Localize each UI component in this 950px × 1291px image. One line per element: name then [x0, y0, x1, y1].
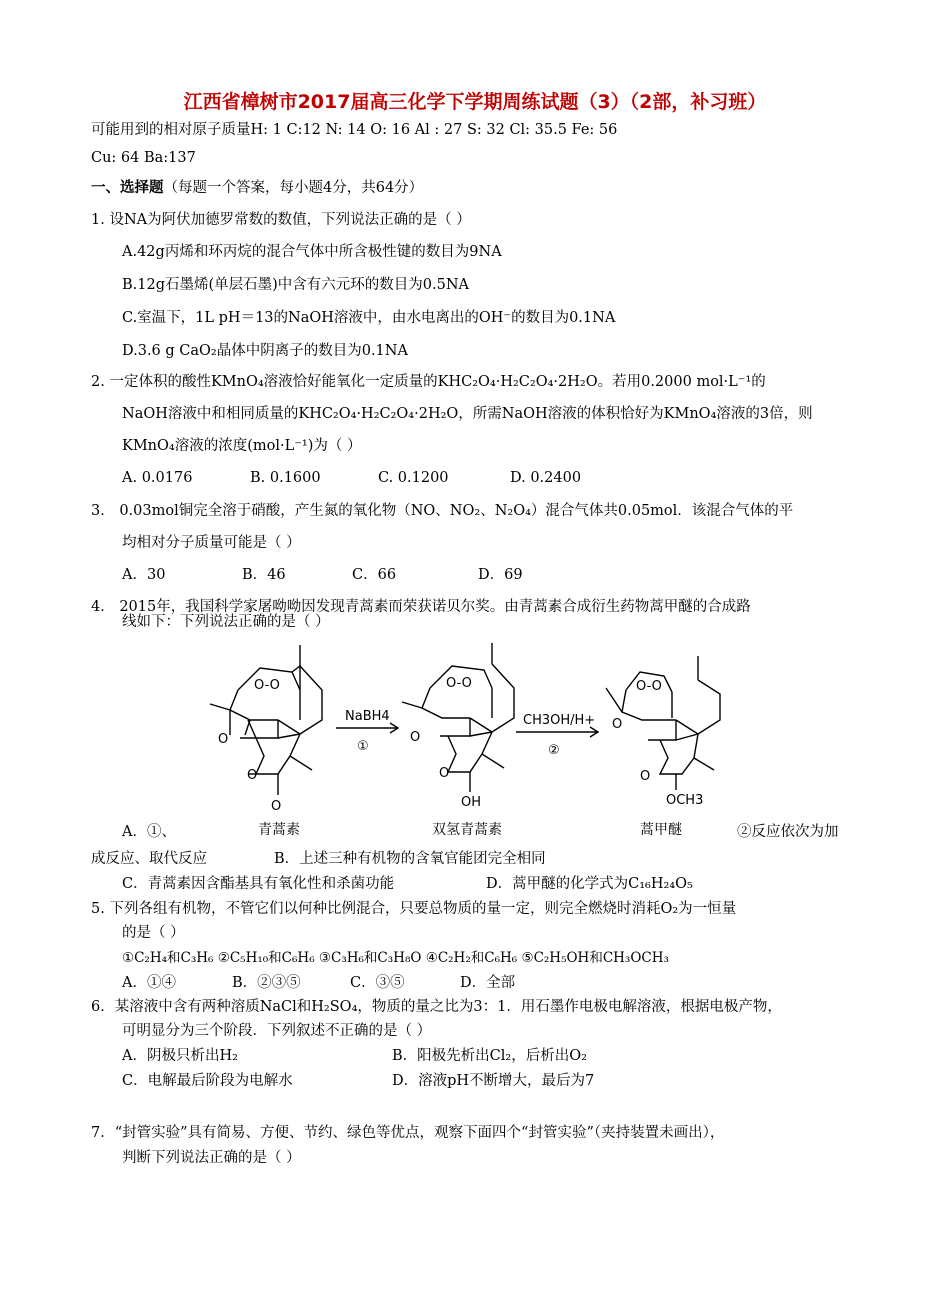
q1-option-a: A.42g丙烯和环丙烷的混合气体中所含极性键的数目为9NA	[122, 244, 502, 260]
q1-stem: 1. 设NA为阿伏加德罗常数的数值，下列说法正确的是（ ）	[91, 212, 471, 228]
mol1-carbonyl-o-label: O	[271, 799, 282, 814]
mol3-o-label-1: O	[612, 717, 623, 732]
q5-option-c: C．③⑤	[350, 975, 405, 991]
q4-option-c: C．青蒿素因含酯基具有氧化性和杀菌功能	[122, 876, 395, 892]
mol1-oo-label: O-O	[254, 678, 280, 693]
step-1-label: ①	[357, 739, 369, 754]
mol3-oo-label: O-O	[636, 679, 662, 694]
mol3-och3-label: OCH3	[666, 793, 704, 808]
q2-option-c: C. 0.1200	[378, 470, 449, 486]
q3-option-c: C．66	[352, 567, 397, 583]
q5-line-2: 的是（ ）	[122, 925, 185, 941]
q2-option-d: D. 0.2400	[510, 470, 582, 486]
q4-option-b: B．上述三种有机物的含氧官能团完全相同	[274, 851, 546, 867]
q4-option-a-start: A．①、	[122, 824, 176, 840]
q4-line-2: 线如下：下列说法正确的是（ ）	[122, 614, 330, 630]
step-2-label: ②	[548, 743, 560, 758]
q3-option-b: B．46	[242, 567, 286, 583]
q5-items: ①C₂H₄和C₃H₆ ②C₅H₁₀和C₆H₆ ③C₃H₆和C₃H₈O ④C₂H₂和C₆H₆ ⑤C₂H₅OH和CH₃OCH₃	[122, 950, 669, 966]
q2-line-2: NaOH溶液中和相同质量的KHC₂O₄·H₂C₂O₄·2H₂O，所需NaOH溶液的体积恰好为KMnO₄溶液的3倍，则	[122, 406, 813, 422]
mol2-name: 双氢青蒿素	[432, 822, 502, 838]
q5-line-1: 5. 下列各组有机物，不管它们以何种比例混合，只要总物质的量一定，则完全燃烧时消耗O₂为一恒量	[91, 901, 737, 917]
q4-option-a-end: ②反应依次为加	[737, 824, 839, 840]
q2-line-3: KMnO₄溶液的浓度(mol·L⁻¹)为（ ）	[122, 438, 362, 454]
q7-line-1: 7．“封管实验”具有简易、方便、节约、绿色等优点，观察下面四个“封管实验”（夹持装置未画出），	[91, 1125, 725, 1141]
mol1-o-label-1: O	[218, 732, 229, 747]
q6-line-1: 6．某溶液中含有两种溶质NaCl和H₂SO₄，物质的量之比为3：1．用石墨作电极电解溶液，根据电极产物，	[91, 999, 782, 1015]
q4-option-a-cont: 成反应、取代反应	[91, 851, 207, 867]
q2-option-a: A. 0.0176	[122, 470, 193, 486]
reagent-1-label: NaBH4	[345, 709, 390, 724]
q3-line-1: 3． 0.03mol铜完全溶于硝酸，产生氮的氧化物（NO、NO₂、N₂O₄）混合气体共0.05mol．该混合气体的平	[91, 503, 794, 519]
q1-option-c: C.室温下，1L pH＝13的NaOH溶液中，由水电离出的OH⁻的数目为0.1NA	[122, 310, 616, 326]
q3-option-a: A．30	[122, 567, 166, 583]
q4-line-1: 4． 2015年，我国科学家屠呦呦因发现青蒿素而荣获诺贝尔奖。由青蒿素合成衍生药物蒿甲醚的合成路	[91, 599, 751, 615]
atomic-mass-line-2: Cu: 64 Ba:137	[91, 150, 196, 166]
q5-option-d: D．全部	[460, 975, 516, 991]
q3-option-d: D．69	[478, 567, 523, 583]
q6-line-2: 可明显分为三个阶段．下列叙述不正确的是（ ）	[122, 1023, 432, 1039]
mol1-name: 青蒿素	[258, 822, 300, 838]
atomic-mass-line-1: 可能用到的相对原子质量H: 1 C:12 N: 14 O: 16 Al : 27 S: 32 Cl: 35.5 Fe: 56	[91, 122, 618, 138]
mol2-oo-label: O-O	[446, 676, 472, 691]
mol2-o-label-2: O	[439, 766, 450, 781]
q2-line-1: 2. 一定体积的酸性KMnO₄溶液恰好能氧化一定质量的KHC₂O₄·H₂C₂O₄·2H₂O。若用0.2000 mol·L⁻¹的	[91, 374, 766, 390]
mol2-o-label-1: O	[410, 730, 421, 745]
q3-line-2: 均相对分子质量可能是（ ）	[122, 535, 301, 551]
reagent-2-label: CH3OH/H+	[523, 713, 596, 728]
q4-option-d: D．蒿甲醚的化学式为C₁₆H₂₄O₅	[486, 876, 693, 892]
mol3-name: 蒿甲醚	[640, 822, 682, 838]
q6-option-a: A．阴极只析出H₂	[122, 1048, 238, 1064]
section-header	[91, 178, 423, 198]
q1-option-d: D.3.6 g CaO₂晶体中阴离子的数目为0.1NA	[122, 343, 408, 359]
q6-option-d: D．溶液pH不断增大，最后为7	[392, 1073, 595, 1089]
q6-option-c: C．电解最后阶段为电解水	[122, 1073, 293, 1089]
mol1-o-label-2: O	[247, 768, 258, 783]
q6-option-b: B．阳极先析出Cl₂，后析出O₂	[392, 1048, 587, 1064]
mol3-o-label-2: O	[640, 769, 651, 784]
section-note: （每题一个答案，每小题4分，共64分）	[163, 180, 424, 196]
q2-option-b: B. 0.1600	[250, 470, 321, 486]
q1-option-b: B.12g石墨烯(单层石墨)中含有六元环的数目为0.5NA	[122, 277, 470, 293]
q7-line-2: 判断下列说法正确的是（ ）	[122, 1150, 301, 1166]
q5-option-a: A．①④	[122, 975, 176, 991]
mol2-oh-label: OH	[461, 795, 482, 810]
section-heading: 一、选择题	[91, 180, 164, 196]
page-title: 江西省樟树市2017届高三化学下学期周练试题（3）（2部，补习班）	[183, 91, 767, 113]
q5-option-b: B．②③⑤	[232, 975, 301, 991]
